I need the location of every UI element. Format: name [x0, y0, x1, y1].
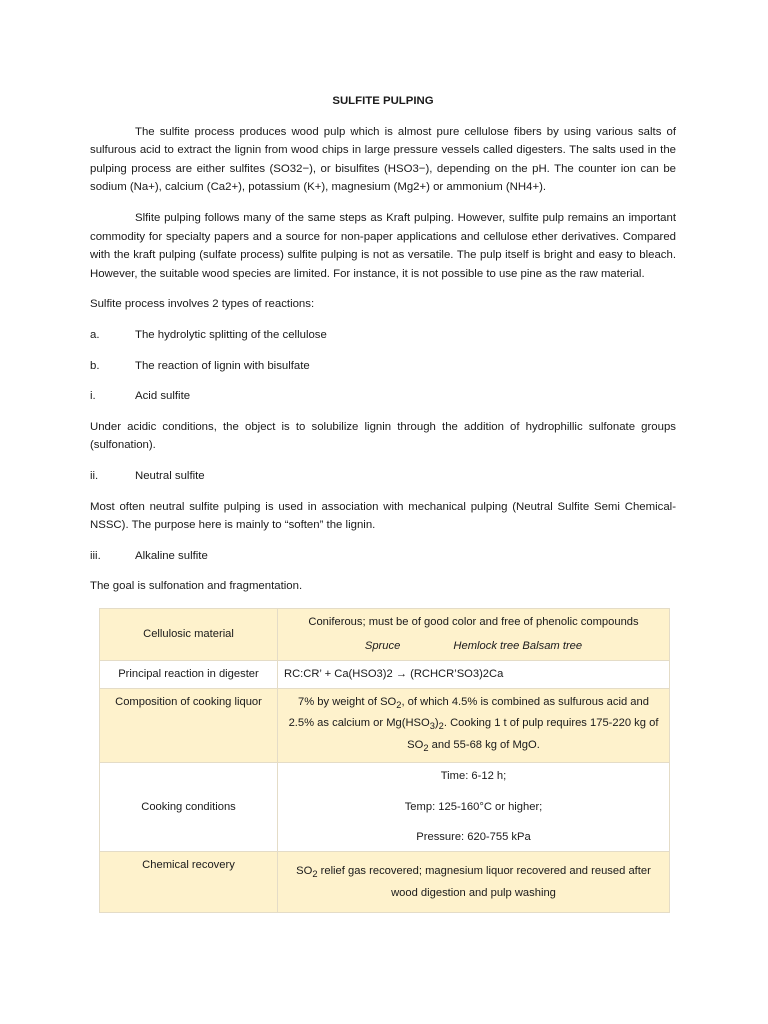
species-spruce: Spruce: [364, 640, 401, 653]
document-page: [90, 92, 676, 913]
row-label: Cellulosic material: [100, 608, 278, 660]
list-item-text: Neutral sulfite: [135, 469, 205, 482]
list-item-ii: [90, 467, 676, 486]
list-item-text: Acid sulfite: [135, 390, 191, 403]
paragraph-acid-sulfite: Under acidic conditions, the object is to solubilize lignin through the addition of hydrophillic sulfonate groups (sulfonation).: [90, 420, 676, 452]
paragraph-intro: The sulfite process produces wood pulp which is almost pure cellulose fibers by using various salts of sulfurous acid to extract the lignin from wood chips in large pressure vessels called digesters. The salts used in the pulping process are either sulfites (SO32−), or bisulfites (HSO3−), depending on the pH. The counter ion can be sodium (Na+), calcium (Ca2+), potassium (K+), magnesium (Mg2+) or ammonium (NH4+).: [90, 125, 676, 194]
text-run: , of which 4.5% is combined as sulfurous acid and 2.5% as calcium or Mg(HSO: [288, 695, 649, 730]
cooking-temp: Temp: 125-160°C or higher;: [404, 800, 543, 813]
text-run: and 55-68 kg of MgO.: [428, 739, 540, 752]
list-item-a: [90, 326, 676, 345]
row-value: [278, 851, 670, 912]
row-value: RC:CR’ + Ca(HSO3)2 → (RCHCR’SO3)2Ca: [278, 661, 670, 689]
paragraph-alkaline-goal: The goal is sulfonation and fragmentation.: [90, 580, 303, 593]
row-value: [278, 688, 670, 762]
list-item-b: [90, 357, 676, 376]
list-item-text: The reaction of lignin with bisulfate: [135, 359, 310, 372]
list-marker: ii.: [90, 469, 99, 482]
row-value: [278, 763, 670, 852]
list-marker: a.: [90, 328, 100, 341]
table-row: [100, 608, 670, 660]
subscript: 2: [423, 743, 429, 754]
table-row: [100, 763, 670, 852]
subscript: 2: [312, 868, 318, 879]
table-row: [100, 688, 670, 762]
table-row: [100, 661, 670, 689]
text-run: relief gas recovered; magnesium liquor recovered and reused after wood digestion and pulp washing: [317, 864, 651, 899]
row-label: Cooking conditions: [100, 763, 278, 852]
list-item-text: Alkaline sulfite: [135, 549, 208, 562]
cooking-time: Time: 6-12 h;: [440, 770, 507, 783]
subscript: 3: [429, 721, 435, 732]
list-marker: iii.: [90, 549, 101, 562]
paragraph-reaction-types: Sulfite process involves 2 types of reactions:: [90, 298, 315, 311]
table-row: [100, 851, 670, 912]
document-title: SULFITE PULPING: [332, 95, 434, 107]
cooking-pressure: Pressure: 620-755 kPa: [416, 831, 531, 844]
species-hemlock-balsam: Hemlock tree Balsam tree: [453, 640, 583, 653]
subscript: 2: [438, 721, 444, 732]
subscript: 2: [396, 699, 402, 710]
list-marker: i.: [90, 390, 96, 403]
row-label: Chemical recovery: [100, 851, 278, 912]
cellulosic-material-text: Coniferous; must be of good color and free of phenolic compounds: [308, 615, 639, 628]
list-marker: b.: [90, 359, 100, 372]
sulfite-process-table: [99, 608, 670, 913]
list-item-text: The hydrolytic splitting of the cellulose: [135, 328, 327, 341]
paragraph-neutral-sulfite: Most often neutral sulfite pulping is used in association with mechanical pulping (Neutral Sulfite Semi Chemical-NSSC). The purpose here is mainly to “soften” the lignin.: [90, 500, 676, 532]
text-run: 7% by weight of SO: [298, 695, 397, 708]
row-label: Principal reaction in digester: [100, 661, 278, 689]
text-run: . Cooking 1 t of pulp requires 175-220 kg of SO: [407, 717, 659, 752]
row-label: Composition of cooking liquor: [100, 688, 278, 762]
row-value: [278, 608, 670, 660]
text-run: SO: [296, 864, 313, 877]
species-list: [365, 637, 582, 656]
list-item-i: [90, 387, 676, 406]
list-item-iii: [90, 547, 676, 566]
text-run: ): [434, 717, 439, 730]
paragraph-comparison: Slfite pulping follows many of the same steps as Kraft pulping. However, sulfite pulp remains an important commodity for specialty papers and a source for non-paper applications and cellulose ether derivatives. Compared with the kraft pulping (sulfate process) sulfite pulping is not as versatile. The pulp itself is bright and easy to bleach. However, the suitable wood species are limited. For instance, it is not possible to use pine as the raw material.: [90, 211, 676, 280]
